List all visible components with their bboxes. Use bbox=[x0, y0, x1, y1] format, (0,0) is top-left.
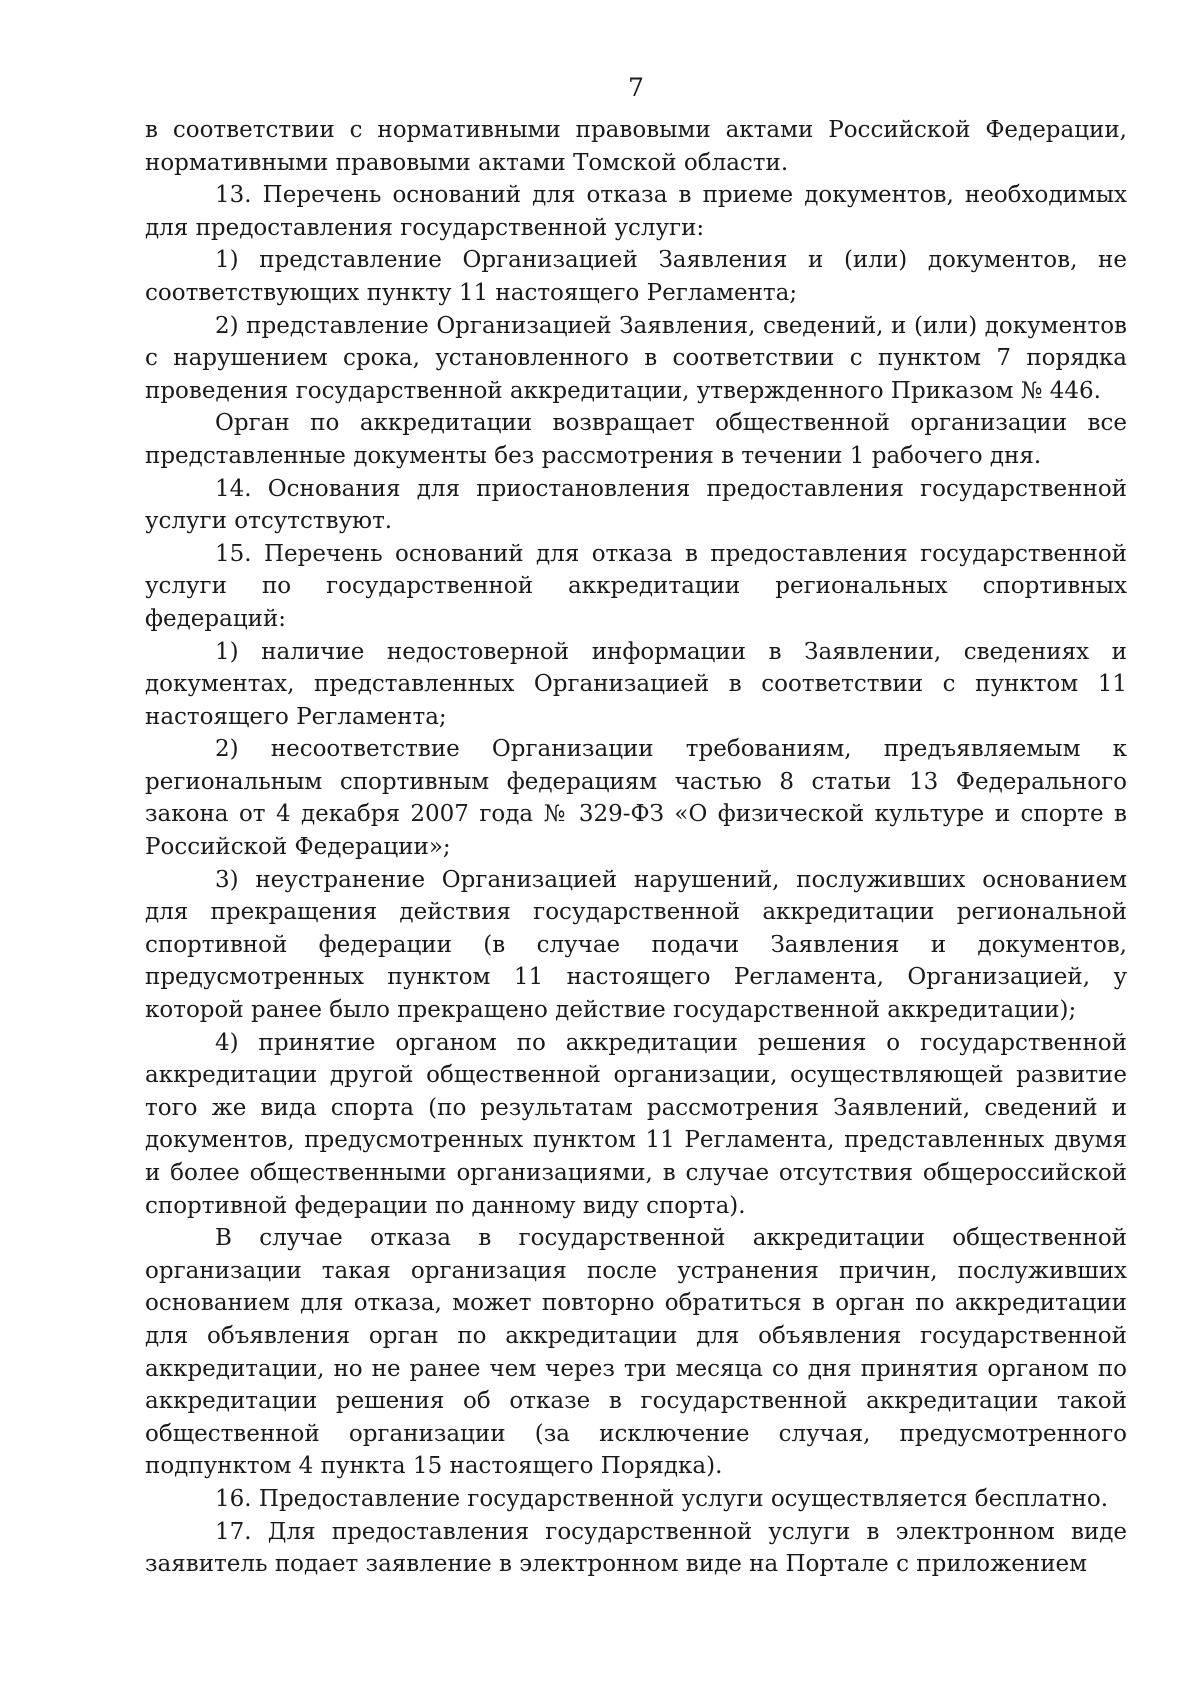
paragraph: в соответствии с нормативными правовыми актами Российской Федерации, нормативными правовыми актами Томской области. bbox=[145, 117, 1127, 176]
paragraph: 13. Перечень оснований для отказа в приеме документов, необходимых для предоставления государственной услуги: bbox=[145, 182, 1127, 241]
paragraph: 16. Предоставление государственной услуги осуществляется бесплатно. bbox=[215, 1485, 1109, 1512]
paragraph: 2) представление Организацией Заявления, сведений, и (или) документов с нарушением срока, установленного в соответствии с пунктом 7 порядка проведения государственной аккредитации, утвержденного Приказом № 446. bbox=[145, 312, 1127, 404]
page-number: 7 bbox=[628, 73, 644, 102]
paragraph: 3) неустранение Организацией нарушений, послуживших основанием для прекращения действия государственной аккредитации региональной спортивной федерации (в случае подачи Заявления и документов, предусмотренных пунктом 11 настоящего Регламента, Организацией, у которой ранее было прекращено действие государственной аккредитации); bbox=[145, 866, 1127, 1024]
paragraph: 2) несоответствие Организации требованиям, предъявляемым к региональным спортивным федерациям частью 8 статьи 13 Федерального закона от 4 декабря 2007 года № 329-ФЗ «О физической культуре и спорте в Российской Федерации»; bbox=[145, 736, 1127, 861]
paragraph: 14. Основания для приостановления предоставления государственной услуги отсутствуют. bbox=[145, 475, 1127, 535]
paragraph: 1) представление Организацией Заявления и (или) документов, не соответствующих пункту 11 настоящего Регламента; bbox=[145, 247, 1127, 306]
paragraph: 4) принятие органом по аккредитации решения о государственной аккредитации другой общественной организации, осуществляющей развитие того же вида спорта (по результатам рассмотрения Заявлений, сведений и документов, предусмотренных пунктом 11 Регламента, представленных двумя и более общественными организациями, в случае отсутствия общероссийской спортивной федерации по данному виду спорта). bbox=[145, 1029, 1127, 1219]
document-page bbox=[145, 68, 1127, 1581]
paragraph: 17. Для предоставления государственной услуги в электронном виде заявитель подает заявление в электронном виде на Портале с приложением bbox=[145, 1518, 1127, 1578]
paragraph: Орган по аккредитации возвращает общественной организации все представленные документы без рассмотрения в течении 1 рабочего дня. bbox=[145, 410, 1127, 469]
paragraph: 15. Перечень оснований для отказа в предоставления государственной услуги по государственной аккредитации региональных спортивных федераций: bbox=[145, 540, 1127, 632]
paragraph: В случае отказа в государственной аккредитации общественной организации такая организация после устранения причин, послуживших основанием для отказа, может повторно обратиться в орган по аккредитации для объявления орган по аккредитации для объявления государственной аккредитации, но не ранее чем через три месяца со дня принятия органом по аккредитации решения об отказе в государственной аккредитации такой общественной организации (за исключение случая, предусмотренного подпунктом 4 пункта 15 настоящего Порядка). bbox=[145, 1225, 1127, 1480]
paragraph: 1) наличие недостоверной информации в Заявлении, сведениях и документах, представленных Организацией в соответствии с пунктом 11 настоящего Регламента; bbox=[145, 638, 1127, 730]
